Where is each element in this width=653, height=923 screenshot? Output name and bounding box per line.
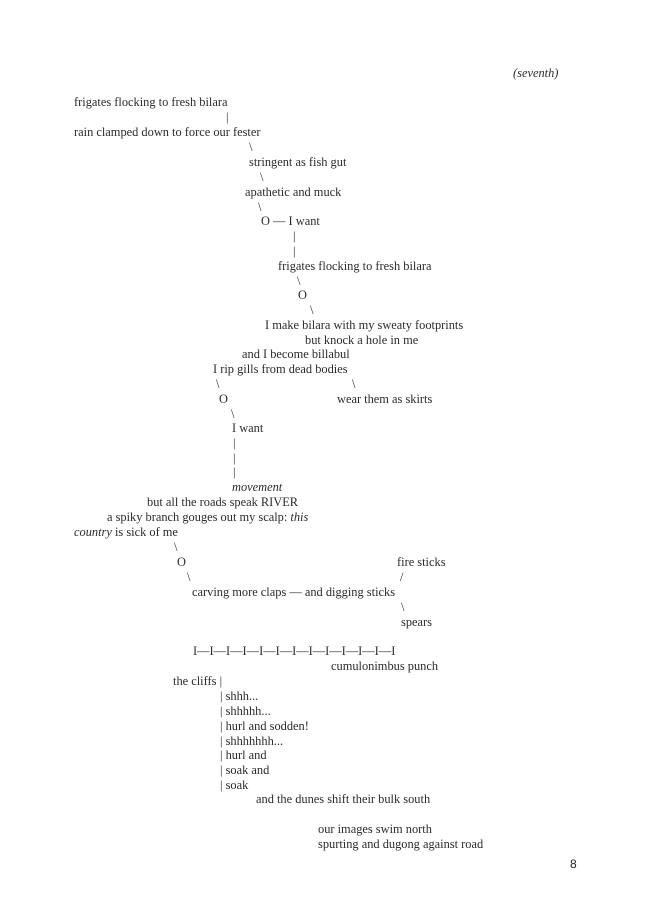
poem-line: spurting and dugong against road xyxy=(318,837,484,851)
poem-line: and I become billabul xyxy=(242,347,350,361)
poem-line: | hurl and sodden! xyxy=(220,719,309,733)
poem-line: O xyxy=(298,288,307,302)
poem-line: | shhhhhhh... xyxy=(220,734,284,748)
poem-line: | shhhhh... xyxy=(220,704,271,718)
poem-line: the cliffs | xyxy=(173,674,223,688)
connector-pipe: | xyxy=(233,436,236,450)
poem-line: rain clamped down to force our fester xyxy=(74,125,261,139)
poem-line: stringent as fish gut xyxy=(249,155,347,169)
poem-line: country is sick of me xyxy=(74,525,178,539)
poem-line: | shhh... xyxy=(220,689,259,703)
poem-line: a spiky branch gouges out my scalp: this xyxy=(107,510,309,524)
connector-slash: / xyxy=(400,570,404,584)
poem-line: carving more claps — and digging sticks xyxy=(192,585,396,599)
connector-pipe: | xyxy=(233,465,236,479)
connector-pipe: | xyxy=(293,229,296,243)
poem-line: O — I want xyxy=(261,214,320,228)
connector-backslash: \ xyxy=(352,377,356,391)
connector-backslash: \ xyxy=(216,377,220,391)
connector-backslash: \ xyxy=(297,274,301,288)
poem-line: and the dunes shift their bulk south xyxy=(256,792,431,806)
connector-backslash: \ xyxy=(249,140,253,154)
poem-line: apathetic and muck xyxy=(245,185,342,199)
poem-line: wear them as skirts xyxy=(337,392,433,406)
poem-line: | soak and xyxy=(220,763,270,777)
poem-line: O xyxy=(219,392,228,406)
poem-line: our images swim north xyxy=(318,822,432,836)
poem-line: frigates flocking to fresh bilara xyxy=(74,95,228,109)
section-label: (seventh) xyxy=(513,66,559,80)
poem-line: but knock a hole in me xyxy=(305,333,419,347)
connector-backslash: \ xyxy=(231,407,235,421)
poem-line: I rip gills from dead bodies xyxy=(213,362,348,376)
connector-backslash: \ xyxy=(187,570,191,584)
connector-pipe: | xyxy=(293,244,296,258)
connector-backslash: \ xyxy=(260,170,264,184)
poem-line: frigates flocking to fresh bilara xyxy=(278,259,432,273)
poem-line: cumulonimbus punch xyxy=(331,659,439,673)
poem-line: fire sticks xyxy=(397,555,446,569)
poem-line: O xyxy=(177,555,186,569)
poem-line: spears xyxy=(401,615,432,629)
connector-backslash: \ xyxy=(174,540,178,554)
connector-backslash: \ xyxy=(310,303,314,317)
poem-line: movement xyxy=(232,480,283,494)
poem-line: I want xyxy=(232,421,264,435)
connector-backslash: \ xyxy=(258,200,262,214)
poem-line: I—I—I—I—I—I—I—I—I—I—I—I—I xyxy=(193,644,396,658)
connector-backslash: \ xyxy=(401,600,405,614)
connector-pipe: | xyxy=(226,110,229,124)
poem-line: but all the roads speak RIVER xyxy=(147,495,299,509)
poem-line: | hurl and xyxy=(220,748,267,762)
connector-pipe: | xyxy=(233,451,236,465)
poem-line: I make bilara with my sweaty footprints xyxy=(265,318,464,332)
poem-line: | soak xyxy=(220,778,249,792)
page-number: 8 xyxy=(570,857,577,871)
